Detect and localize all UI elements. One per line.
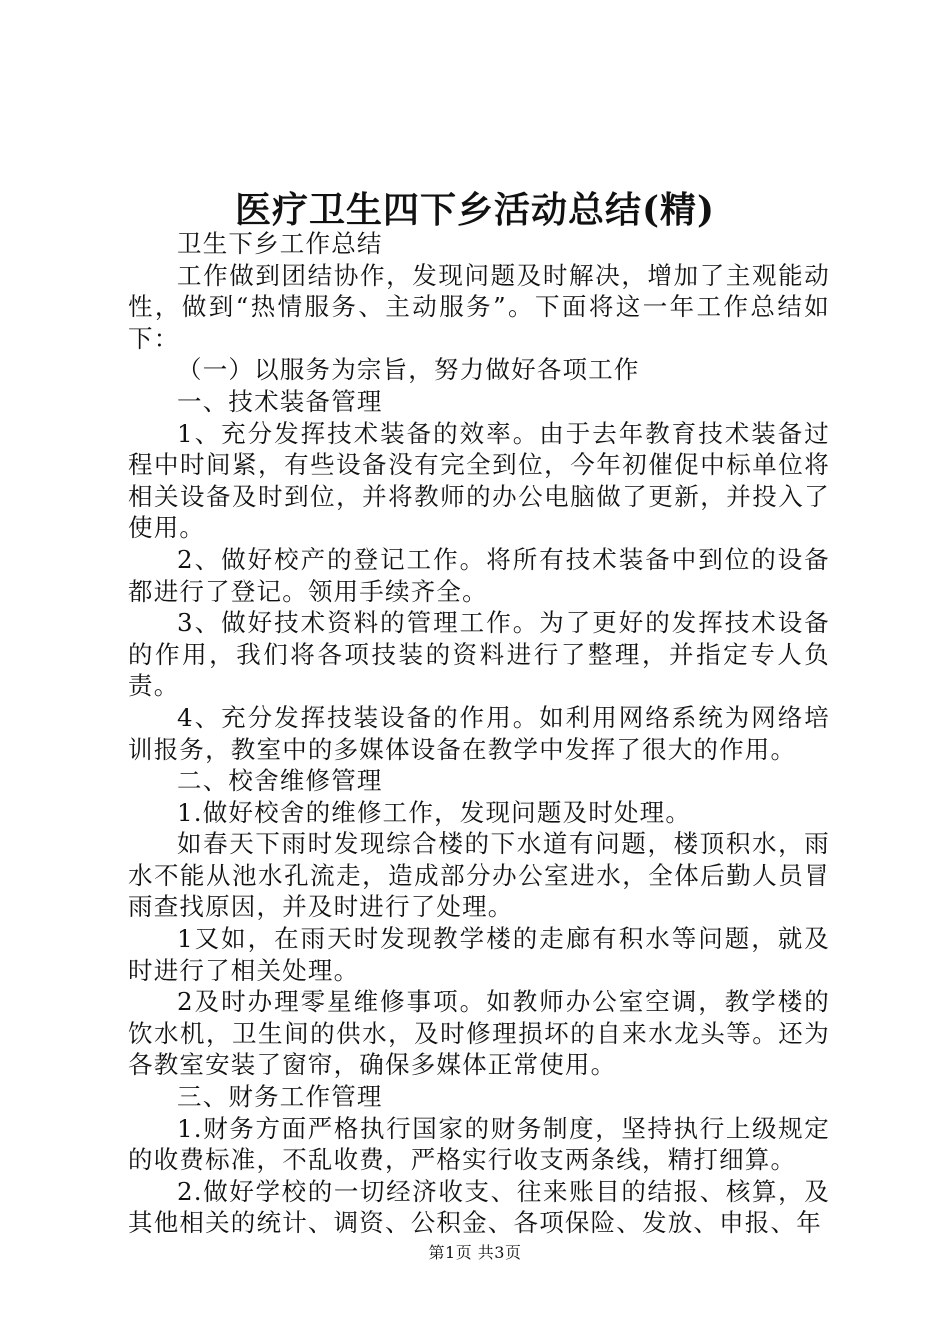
section-heading: 一、技术装备管理 bbox=[177, 386, 383, 416]
paragraph: 4、充分发挥技装设备的作用。如利用网络系统为网络培训报务，教室中的多媒体设备在教学中发挥了很大的作用。 bbox=[128, 702, 830, 764]
paragraph: 工作做到团结协作，发现问题及时解决，增加了主观能动性，做到“热情服务、主动服务”。下面将这一年工作总结如下： bbox=[128, 260, 830, 353]
page-number-footer: 第1页 共3页 bbox=[428, 1243, 522, 1262]
paragraph: 2.做好学校的一切经济收支、往来账目的结报、核算，及其他相关的统计、调资、公积金、各项保险、发放、申报、年 bbox=[128, 1176, 830, 1238]
document-title: 医疗卫生四下乡活动总结(精) bbox=[234, 189, 716, 231]
document-body bbox=[128, 228, 830, 1239]
paragraph: 2、做好校产的登记工作。将所有技术装备中到位的设备都进行了登记。领用手续齐全。 bbox=[128, 544, 830, 606]
paragraph: 如春天下雨时发现综合楼的下水道有问题，楼顶积水，雨水不能从池水孔流走，造成部分办公室进水，全体后勤人员冒雨查找原因，并及时进行了处理。 bbox=[128, 829, 830, 922]
paragraph: 卫生下乡工作总结 bbox=[177, 229, 383, 258]
section-heading: 三、财务工作管理 bbox=[177, 1082, 383, 1112]
paragraph: 2及时办理零星维修事项。如教师办公室空调，教学楼的饮水机，卫生间的供水，及时修理损坏的自来水龙头等。还为各教室安装了窗帘，确保多媒体正常使用。 bbox=[128, 987, 830, 1080]
paragraph: 1又如，在雨天时发现教学楼的走廊有积水等问题，就及时进行了相关处理。 bbox=[128, 924, 830, 985]
section-heading: 二、校舍维修管理 bbox=[177, 766, 383, 796]
section-heading: （一）以服务为宗旨，努力做好各项工作 bbox=[177, 355, 640, 385]
paragraph: 1、充分发挥技术装备的效率。由于去年教育技术装备过程中时间紧，有些设备没有完全到位，今年初催促中标单位将相关设备及时到位，并将教师的办公电脑做了更新，并投入了使用。 bbox=[128, 418, 830, 543]
paragraph: 1.做好校舍的维修工作，发现问题及时处理。 bbox=[177, 797, 692, 827]
paragraph: 1.财务方面严格执行国家的财务制度，坚持执行上级规定的收费标准，不乱收费，严格实行收支两条线，精打细算。 bbox=[128, 1113, 830, 1175]
paragraph: 3、做好技术资料的管理工作。为了更好的发挥技术设备的作用，我们将各项技装的资料进行了整理，并指定专人负责。 bbox=[128, 608, 830, 701]
